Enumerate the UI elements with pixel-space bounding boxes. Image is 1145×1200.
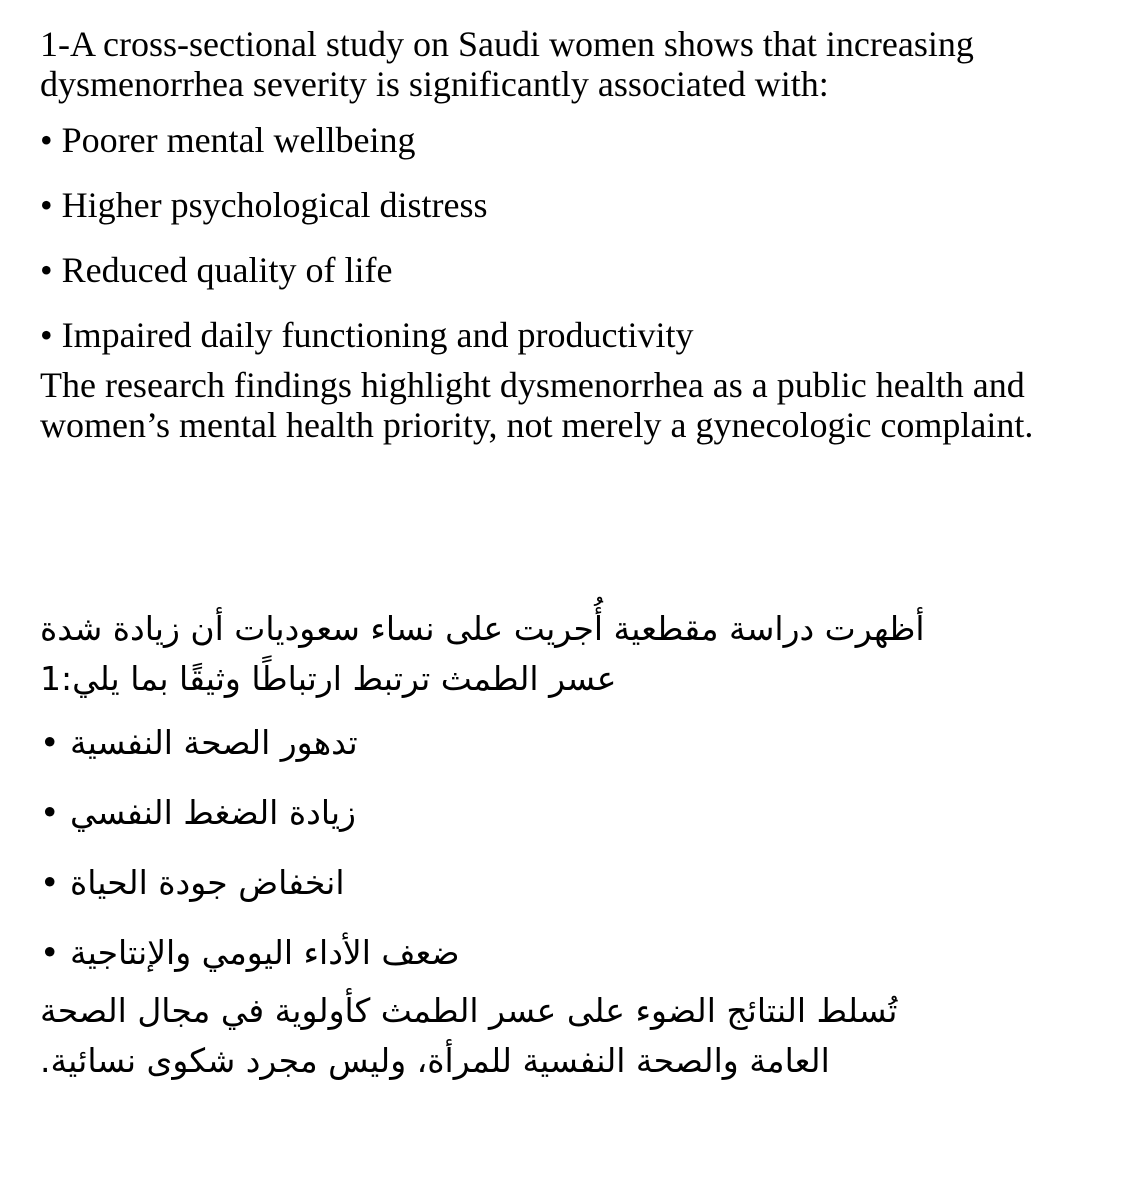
english-bullet-item: • Poorer mental wellbeing [40, 120, 416, 160]
english-bullet-item: • Higher psychological distress [40, 185, 488, 225]
arabic-bullet-item [40, 928, 1050, 978]
arabic-conclusion-line-2: العامة والصحة النفسية للمرأة، وليس مجرد شكوى نسائية. [40, 1041, 830, 1080]
english-bullet-item: • Impaired daily functioning and productivity [40, 315, 694, 355]
arabic-conclusion-line-1: تُسلط النتائج الضوء على عسر الطمث كأولوية في مجال الصحة [40, 991, 898, 1030]
arabic-bullet-text: تدهور الصحة النفسية • [40, 723, 358, 762]
arabic-bullet-item [40, 858, 1050, 908]
arabic-conclusion-paragraph [40, 986, 1050, 1086]
arabic-bullet-text: ضعف الأداء اليومي والإنتاجية • [40, 933, 460, 972]
arabic-bullet-item [40, 788, 1050, 838]
english-conclusion-paragraph: The research findings highlight dysmenorrhea as a public health and women’s mental health priority, not merely a gynecologic complaint. [40, 365, 1034, 445]
arabic-section [40, 604, 1050, 1086]
english-intro-paragraph: 1-A cross-sectional study on Saudi women shows that increasing dysmenorrhea severity is significantly associated with: [40, 24, 974, 104]
arabic-bullet-text: انخفاض جودة الحياة • [40, 863, 345, 902]
english-section [40, 24, 1120, 445]
arabic-intro-line-2: عسر الطمث ترتبط ارتباطًا وثيقًا بما يلي:1 [40, 659, 617, 698]
arabic-intro-line-1: أظهرت دراسة مقطعية أُجريت على نساء سعوديات أن زيادة شدة [40, 609, 925, 648]
arabic-intro-paragraph [40, 604, 1050, 704]
english-bullet-item: • Reduced quality of life [40, 250, 393, 290]
arabic-bullet-text: زيادة الضغط النفسي • [40, 793, 356, 832]
arabic-bullet-item [40, 718, 1050, 768]
